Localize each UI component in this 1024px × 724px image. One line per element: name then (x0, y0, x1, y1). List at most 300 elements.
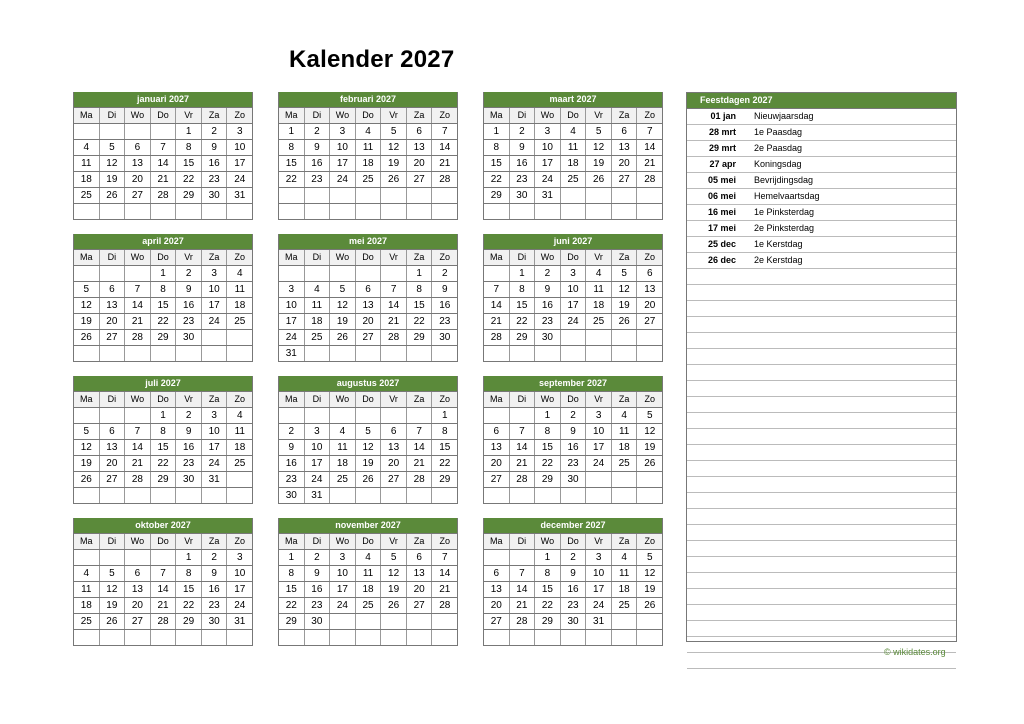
day-cell (432, 614, 457, 629)
day-cell (125, 488, 151, 503)
day-cell: 18 (612, 440, 638, 455)
weekday-label: Wo (330, 534, 356, 549)
day-cell: 20 (407, 156, 433, 171)
day-cell: 28 (510, 472, 536, 487)
day-cell (612, 346, 638, 361)
day-cell: 16 (305, 582, 331, 597)
day-cell: 13 (356, 298, 382, 313)
day-cell (561, 204, 587, 219)
day-cell: 11 (234, 426, 245, 437)
day-cell: 23 (510, 172, 536, 187)
weekday-label: Vr (381, 534, 407, 549)
day-cell: 21 (644, 158, 656, 169)
holiday-name: 2e Paasdag (754, 143, 803, 153)
week-row (484, 266, 662, 282)
day-cell: 8 (151, 282, 177, 297)
holiday-name: Nieuwjaarsdag (754, 111, 814, 121)
day-cell: 14 (439, 568, 451, 579)
holiday-date: 06 mei (707, 191, 736, 201)
day-cell: 26 (100, 614, 126, 629)
holiday-date: 27 apr (709, 159, 736, 169)
holiday-date (687, 653, 754, 668)
day-cell: 25 (356, 598, 382, 613)
day-cell (356, 630, 382, 645)
weekday-label: Wo (125, 534, 151, 549)
day-cell: 20 (125, 172, 151, 187)
day-cell: 10 (535, 140, 561, 155)
day-cell (484, 488, 510, 503)
day-cell: 8 (535, 424, 561, 439)
weekday-label: Di (100, 534, 126, 549)
day-cell (151, 550, 177, 565)
day-cell: 6 (125, 566, 151, 581)
day-cell: 17 (234, 584, 246, 595)
weekday-label: Vr (381, 108, 407, 123)
day-cell: 9 (202, 566, 228, 581)
week-row (279, 188, 457, 204)
week-row (484, 188, 662, 204)
day-cell: 11 (330, 440, 356, 455)
week-row (279, 266, 457, 282)
day-cell: 5 (74, 424, 100, 439)
day-cell (407, 408, 433, 423)
day-cell: 27 (407, 598, 433, 613)
month-calendar (483, 92, 663, 220)
day-cell (202, 204, 228, 219)
weekday-label: Za (202, 108, 228, 123)
day-cell: 1 (151, 408, 177, 423)
week-row (279, 456, 457, 472)
holiday-date: 17 mei (707, 223, 736, 233)
day-cell: 2 (561, 550, 587, 565)
weekday-label: Do (356, 108, 382, 123)
day-cell (586, 346, 612, 361)
empty-row (687, 445, 956, 461)
day-cell: 12 (381, 566, 407, 581)
day-cell (74, 550, 100, 565)
day-cell (100, 630, 126, 645)
weekday-label: Zo (439, 536, 451, 546)
holiday-name (754, 573, 956, 588)
holiday-date (687, 413, 754, 428)
day-cell: 17 (202, 298, 228, 313)
day-cell: 4 (236, 268, 243, 279)
day-cell: 20 (125, 598, 151, 613)
week-row (279, 204, 457, 220)
empty-row (687, 365, 956, 381)
week-row (74, 472, 252, 488)
day-cell: 3 (279, 282, 305, 297)
day-cell: 16 (510, 156, 536, 171)
day-cell (484, 204, 510, 219)
day-cell: 13 (484, 582, 510, 597)
day-cell (330, 488, 356, 503)
day-cell (356, 614, 382, 629)
weekday-label: Di (510, 108, 536, 123)
day-cell: 18 (612, 582, 638, 597)
day-cell (151, 630, 177, 645)
day-cell: 13 (644, 284, 656, 295)
weekday-label: Za (407, 250, 433, 265)
holiday-name (754, 317, 956, 332)
day-cell: 21 (510, 456, 536, 471)
day-cell: 9 (279, 440, 305, 455)
day-cell: 22 (176, 598, 202, 613)
empty-row (687, 269, 956, 285)
day-cell: 4 (356, 550, 382, 565)
week-row (484, 488, 662, 504)
month-title: september 2027 (484, 376, 662, 392)
day-cell: 14 (125, 440, 151, 455)
day-cell (535, 346, 561, 361)
day-cell (381, 188, 407, 203)
day-cell: 14 (381, 298, 407, 313)
weekday-label: Zo (644, 110, 656, 120)
day-cell (202, 346, 228, 361)
day-cell: 8 (279, 566, 305, 581)
day-cell (381, 488, 407, 503)
day-cell: 12 (381, 140, 407, 155)
weekday-label: Wo (125, 250, 151, 265)
day-cell (74, 346, 100, 361)
day-cell: 25 (234, 458, 246, 469)
day-cell: 21 (381, 314, 407, 329)
day-cell (227, 330, 252, 345)
day-cell: 8 (176, 566, 202, 581)
day-cell: 10 (202, 424, 228, 439)
day-cell (381, 614, 407, 629)
week-row (484, 124, 662, 140)
weekday-label: Ma (74, 392, 100, 407)
weekday-label: Vr (586, 392, 612, 407)
day-cell: 2 (561, 408, 587, 423)
day-cell (510, 488, 536, 503)
day-cell: 12 (612, 282, 638, 297)
day-cell: 3 (586, 550, 612, 565)
day-cell: 11 (612, 424, 638, 439)
day-cell (432, 346, 457, 361)
holiday-name (754, 621, 956, 636)
day-cell: 9 (305, 140, 331, 155)
day-cell (612, 488, 638, 503)
day-cell (535, 488, 561, 503)
day-cell: 19 (330, 314, 356, 329)
page-title: Kalender 2027 (289, 46, 455, 73)
day-cell: 10 (561, 282, 587, 297)
day-cell: 4 (74, 140, 100, 155)
holiday-date: 29 mrt (708, 143, 736, 153)
day-cell (176, 630, 202, 645)
day-cell (586, 472, 612, 487)
weekday-label: Vr (381, 392, 407, 407)
day-cell: 14 (644, 142, 656, 153)
weekday-label: Di (510, 250, 536, 265)
day-cell: 30 (305, 614, 331, 629)
day-cell: 22 (484, 172, 510, 187)
weekday-label: Za (407, 534, 433, 549)
day-cell: 19 (381, 582, 407, 597)
weekday-header-row (279, 108, 457, 124)
day-cell: 5 (586, 124, 612, 139)
weekday-label: Za (407, 108, 433, 123)
day-cell: 30 (176, 330, 202, 345)
day-cell: 23 (176, 456, 202, 471)
weekday-label: Wo (535, 250, 561, 265)
weekday-header-row (484, 534, 662, 550)
day-cell: 19 (644, 584, 656, 595)
holiday-name: 1e Paasdag (754, 127, 803, 137)
holiday-date (687, 621, 754, 636)
day-cell (305, 630, 331, 645)
day-cell (407, 204, 433, 219)
day-cell (125, 346, 151, 361)
day-cell: 28 (439, 600, 451, 611)
day-cell: 17 (279, 314, 305, 329)
day-cell (637, 488, 662, 503)
day-cell (432, 488, 457, 503)
holiday-row (687, 221, 956, 237)
empty-row (687, 381, 956, 397)
holiday-date: 05 mei (707, 175, 736, 185)
day-cell (151, 488, 177, 503)
weekday-label: Do (561, 392, 587, 407)
holiday-date: 26 dec (707, 255, 736, 265)
day-cell: 3 (330, 550, 356, 565)
holiday-name (754, 269, 956, 284)
holiday-name (754, 605, 956, 620)
weekday-label: Ma (74, 534, 100, 549)
day-cell (330, 188, 356, 203)
day-cell: 13 (484, 440, 510, 455)
day-cell: 24 (202, 314, 228, 329)
day-cell: 27 (484, 614, 510, 629)
holiday-name (754, 525, 956, 540)
day-cell: 11 (74, 582, 100, 597)
weekday-label: Do (561, 534, 587, 549)
weekday-header-row (279, 392, 457, 408)
day-cell: 1 (279, 550, 305, 565)
day-cell (381, 266, 407, 281)
day-cell: 1 (535, 408, 561, 423)
week-row (74, 440, 252, 456)
day-cell: 3 (202, 408, 228, 423)
day-cell (279, 188, 305, 203)
holiday-date (687, 445, 754, 460)
day-cell (100, 488, 126, 503)
day-cell: 24 (202, 456, 228, 471)
day-cell (74, 124, 100, 139)
day-cell: 7 (151, 566, 177, 581)
day-cell: 24 (234, 600, 246, 611)
day-cell (535, 204, 561, 219)
day-cell: 15 (484, 156, 510, 171)
day-cell: 21 (125, 314, 151, 329)
day-cell (510, 408, 536, 423)
month-title: april 2027 (74, 234, 252, 250)
day-cell: 30 (202, 188, 228, 203)
day-cell (227, 204, 252, 219)
weekday-label: Di (100, 392, 126, 407)
day-cell (330, 266, 356, 281)
day-cell: 12 (100, 582, 126, 597)
day-cell: 6 (484, 566, 510, 581)
weekday-label: Ma (484, 534, 510, 549)
day-cell: 5 (100, 140, 126, 155)
day-cell: 26 (74, 330, 100, 345)
day-cell: 4 (586, 266, 612, 281)
day-cell: 19 (644, 442, 656, 453)
day-cell: 16 (202, 582, 228, 597)
holiday-date (687, 525, 754, 540)
weekday-label: Zo (439, 252, 451, 262)
day-cell (227, 488, 252, 503)
weekday-label: Ma (279, 534, 305, 549)
day-cell (637, 630, 662, 645)
holiday-name (754, 589, 956, 604)
day-cell (535, 630, 561, 645)
day-cell: 25 (74, 614, 100, 629)
day-cell: 8 (407, 282, 433, 297)
month-calendar (278, 518, 458, 646)
day-cell: 28 (151, 614, 177, 629)
day-cell (407, 346, 433, 361)
week-row (484, 314, 662, 330)
day-cell (125, 630, 151, 645)
week-row (484, 330, 662, 346)
day-cell: 24 (279, 330, 305, 345)
day-cell (484, 266, 510, 281)
credit-link[interactable]: © wikidates.org (884, 647, 946, 657)
day-cell: 1 (279, 124, 305, 139)
day-cell: 3 (236, 552, 243, 563)
day-cell: 9 (561, 566, 587, 581)
day-cell: 27 (644, 316, 656, 327)
day-cell: 23 (561, 598, 587, 613)
day-cell: 18 (305, 314, 331, 329)
week-row (484, 282, 662, 298)
day-cell: 23 (305, 598, 331, 613)
day-cell: 10 (234, 142, 246, 153)
holiday-row (687, 125, 956, 141)
day-cell: 5 (612, 266, 638, 281)
week-row (279, 330, 457, 346)
day-cell: 19 (100, 598, 126, 613)
empty-row (687, 621, 956, 637)
week-row (484, 550, 662, 566)
day-cell: 21 (439, 584, 451, 595)
day-cell: 6 (646, 268, 653, 279)
day-cell: 14 (407, 440, 433, 455)
weekday-label: Wo (125, 108, 151, 123)
day-cell: 7 (381, 282, 407, 297)
day-cell: 8 (176, 140, 202, 155)
day-cell (381, 346, 407, 361)
holiday-date (687, 429, 754, 444)
day-cell: 18 (586, 298, 612, 313)
day-cell: 11 (356, 140, 382, 155)
empty-row (687, 557, 956, 573)
day-cell: 18 (330, 456, 356, 471)
week-row (279, 614, 457, 630)
day-cell: 13 (100, 440, 126, 455)
day-cell: 17 (586, 440, 612, 455)
holiday-row (687, 141, 956, 157)
day-cell: 27 (125, 188, 151, 203)
day-cell (279, 204, 305, 219)
day-cell: 2 (176, 266, 202, 281)
day-cell (227, 472, 252, 487)
day-cell: 24 (305, 472, 331, 487)
holiday-name (754, 381, 956, 396)
day-cell: 25 (356, 172, 382, 187)
day-cell: 15 (535, 582, 561, 597)
week-row (279, 582, 457, 598)
day-cell (305, 346, 331, 361)
day-cell (407, 488, 433, 503)
weekday-label: Zo (234, 252, 246, 262)
day-cell: 5 (74, 282, 100, 297)
day-cell (305, 204, 331, 219)
day-cell: 6 (356, 282, 382, 297)
day-cell: 19 (586, 156, 612, 171)
day-cell (100, 346, 126, 361)
weekday-header-row (74, 108, 252, 124)
day-cell: 29 (151, 330, 177, 345)
day-cell: 9 (441, 284, 448, 295)
weekday-label: Ma (484, 250, 510, 265)
holiday-date (687, 589, 754, 604)
day-cell: 11 (356, 566, 382, 581)
week-row (484, 566, 662, 582)
day-cell (561, 630, 587, 645)
holiday-panel (686, 92, 957, 642)
week-row (74, 550, 252, 566)
empty-row (687, 285, 956, 301)
empty-row (687, 509, 956, 525)
day-cell: 26 (330, 330, 356, 345)
day-cell (100, 408, 126, 423)
day-cell (432, 630, 457, 645)
day-cell (637, 330, 662, 345)
day-cell (356, 188, 382, 203)
day-cell: 8 (510, 282, 536, 297)
day-cell: 26 (356, 472, 382, 487)
day-cell: 9 (176, 424, 202, 439)
month-title: juli 2027 (74, 376, 252, 392)
holiday-date (687, 573, 754, 588)
day-cell: 7 (510, 566, 536, 581)
day-cell: 20 (644, 300, 656, 311)
day-cell: 10 (234, 568, 246, 579)
day-cell: 3 (535, 124, 561, 139)
day-cell: 12 (100, 156, 126, 171)
day-cell: 16 (561, 440, 587, 455)
day-cell (612, 614, 638, 629)
day-cell: 13 (100, 298, 126, 313)
month-title: november 2027 (279, 518, 457, 534)
day-cell: 2 (441, 268, 448, 279)
day-cell: 20 (612, 156, 638, 171)
day-cell: 20 (381, 456, 407, 471)
day-cell: 22 (279, 172, 305, 187)
day-cell (202, 488, 228, 503)
weekday-label: Za (612, 108, 638, 123)
weekday-label: Wo (535, 108, 561, 123)
holiday-name (754, 541, 956, 556)
empty-row (687, 429, 956, 445)
empty-row (687, 301, 956, 317)
day-cell (484, 408, 510, 423)
